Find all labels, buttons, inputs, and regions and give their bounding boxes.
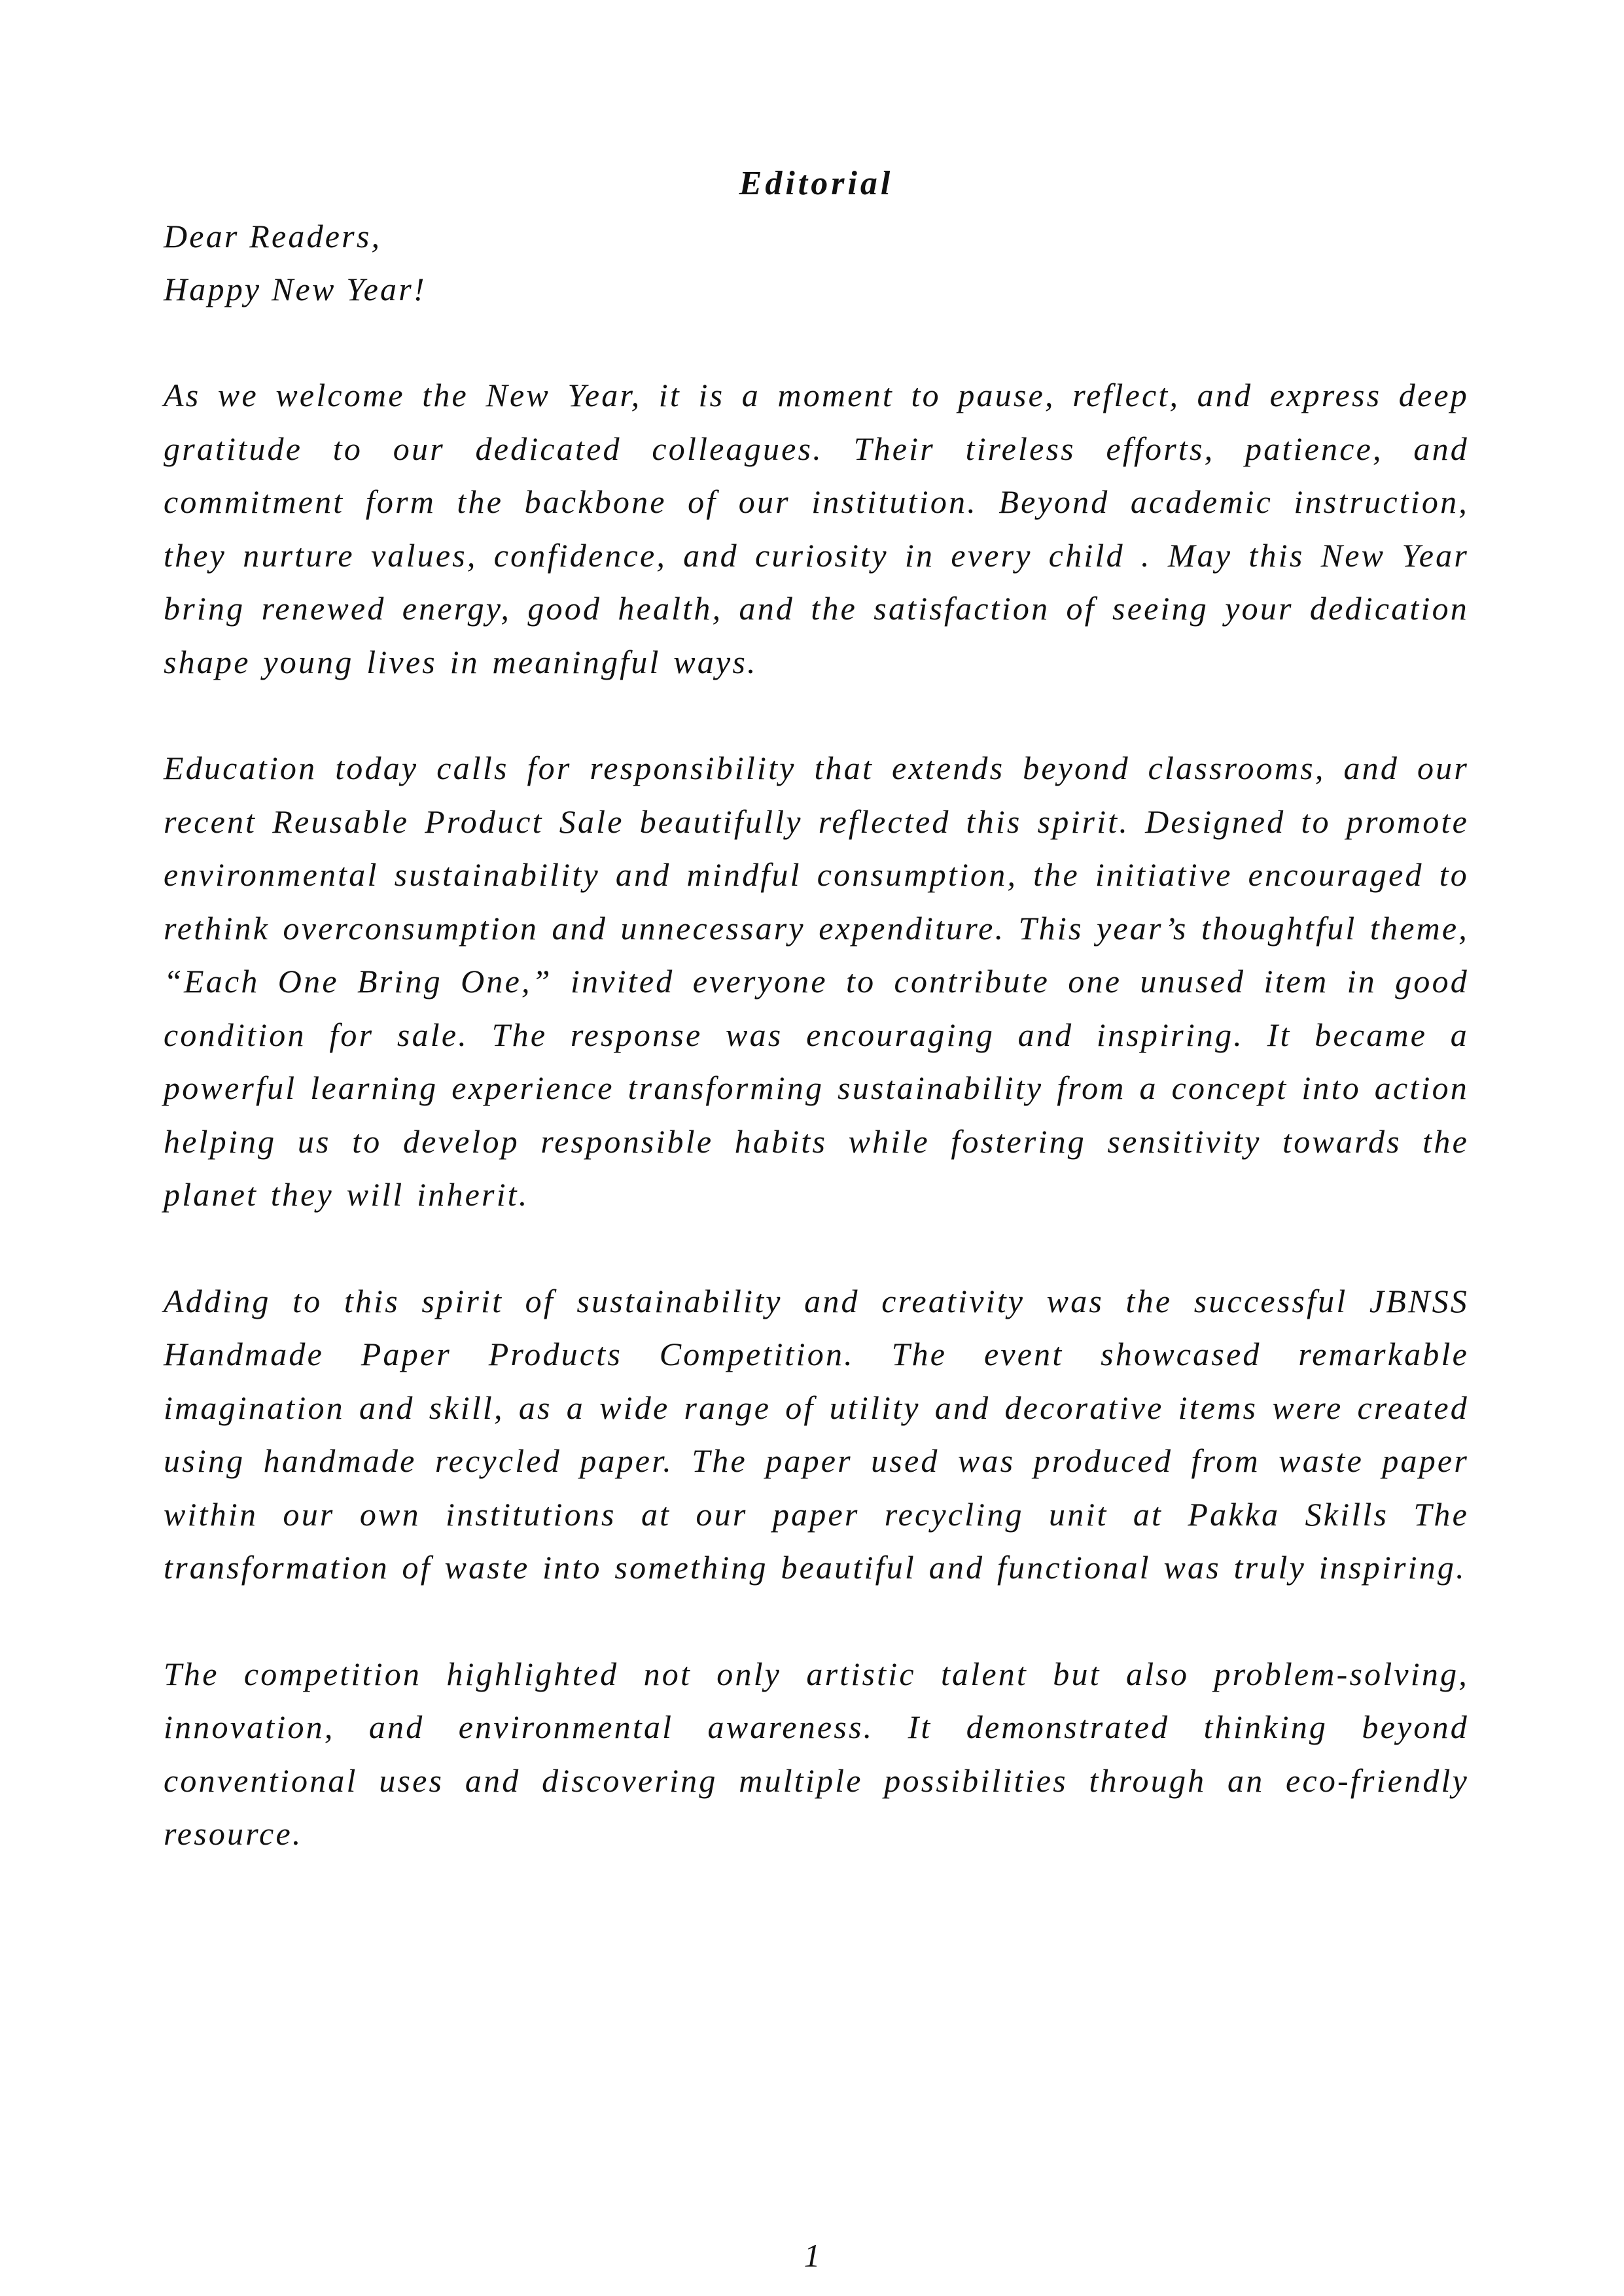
editorial-page [164, 157, 1469, 1861]
page-title: Editorial [739, 165, 894, 202]
paragraph-gratitude: As we welcome the New Year, it is a moment to pause, reflect, and express deep gratitude to our dedicated colleagues. Their tireless efforts, patience, and commitment form the backbone of our institution. Beyond academic instruction, they nurture values, confidence, and curiosity in every child . May this New Year bring renewed energy, good health, and the satisfaction of seeing your dedication shape young lives in meaningful ways. [164, 377, 1469, 680]
paragraph-competition-highlights: The competition highlighted not only artistic talent but also problem-solving, innovation, and environmental awareness. It demonstrated thinking beyond conventional uses and discovering multiple possibilities through an eco-friendly resource. [164, 1655, 1469, 1852]
page-number: 1 [803, 2237, 821, 2274]
salutation-new-year: Happy New Year! [164, 271, 427, 307]
salutation-greeting: Dear Readers, [164, 218, 382, 254]
paragraph-reusable-product-sale: Education today calls for responsibility that extends beyond classrooms, and our recent Reusable Product Sale beautifully reflected this spirit. Designed to promote environmental sustainability and mindful consumption, the initiative encouraged to rethink overconsumption and unnecessary expenditure. This year’s thoughtful theme, “Each One Bring One,” invited everyone to contribute one unused item in good condition for sale. The response was encouraging and inspiring. It became a powerful learning experience transforming sustainability from a concept into action helping us to develop responsible habits while fostering sensitivity towards the planet they will inherit. [164, 750, 1469, 1213]
paragraph-handmade-paper-competition: Adding to this spirit of sustainability and creativity was the successful JBNSS Handmade Paper Products Competition. The event showcased remarkable imagination and skill, as a wide range of utility and decorative items were created using handmade recycled paper. The paper used was produced from waste paper within our own institutions at our paper recycling unit at Pakka Skills The transformation of waste into something beautiful and functional was truly inspiring. [164, 1282, 1469, 1586]
